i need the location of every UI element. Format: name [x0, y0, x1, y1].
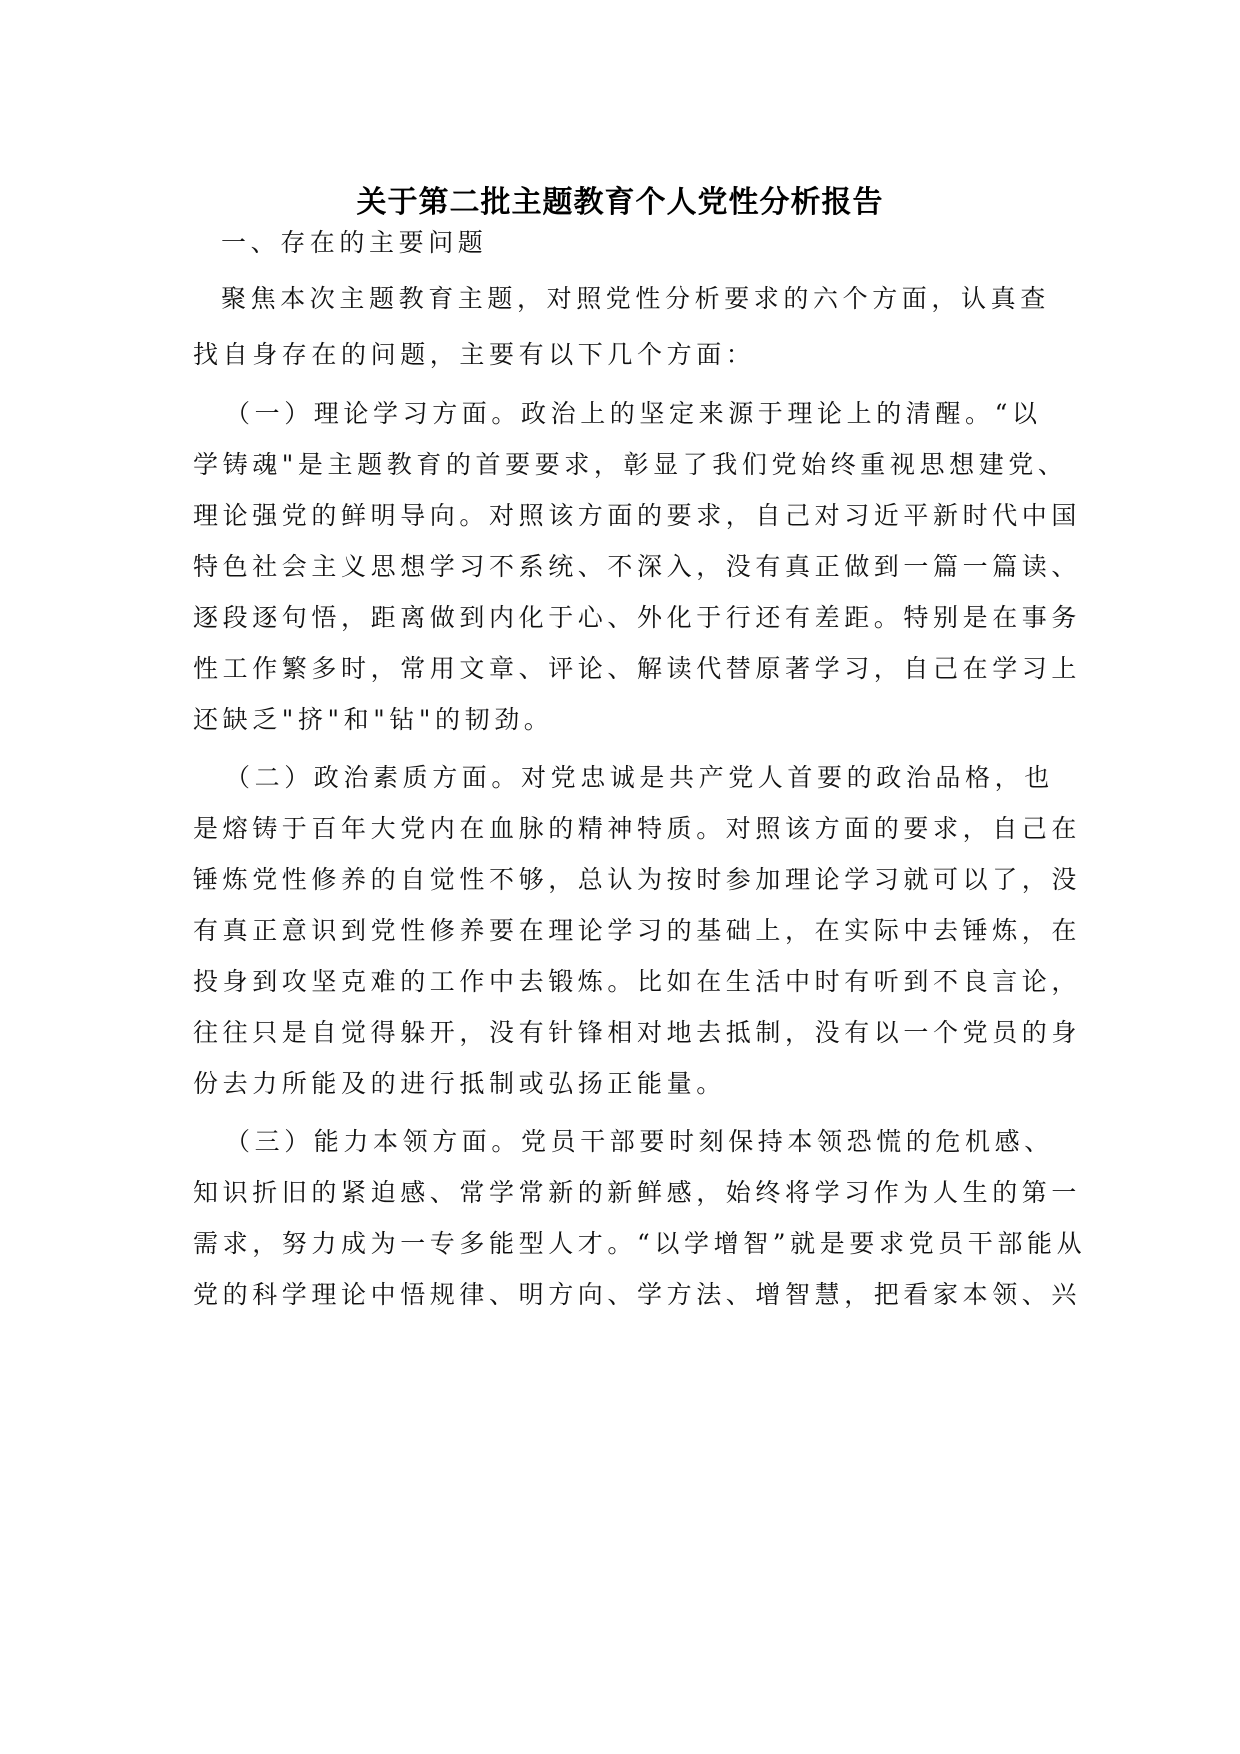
item2-line-2: 是熔铸于百年大党内在血脉的精神特质。对照该方面的要求，自己在	[193, 814, 1082, 843]
item3-line-1: （三）能力本领方面。党员干部要时刻保持本领恐慌的危机感、	[225, 1127, 1054, 1156]
item1-line-2: 学铸魂"是主题教育的首要要求，彰显了我们党始终重视思想建党、	[193, 450, 1068, 479]
item1-line-5: 逐段逐句悟，距离做到内化于心、外化于行还有差距。特别是在事务	[193, 603, 1082, 632]
intro-line-1: 聚焦本次主题教育主题，对照党性分析要求的六个方面，认真查	[221, 284, 1050, 313]
item3-line-3: 需求，努力成为一专多能型人才。“以学增智”就是要求党员干部能从	[193, 1229, 1087, 1258]
item1-line-4: 特色社会主义思想学习不系统、不深入，没有真正做到一篇一篇读、	[193, 552, 1082, 581]
item3-line-2: 知识折旧的紧迫感、常学常新的新鲜感，始终将学习作为人生的第一	[193, 1178, 1082, 1207]
document-title: 关于第二批主题教育个人党性分析报告	[356, 185, 884, 220]
item1-line-3: 理论强党的鲜明导向。对照该方面的要求，自己对习近平新时代中国	[193, 501, 1082, 530]
section-heading: 一、存在的主要问题	[221, 228, 488, 257]
item2-line-7: 份去力所能及的进行抵制或弘扬正能量。	[193, 1069, 726, 1098]
item1-line-7: 还缺乏"挤"和"钻"的韧劲。	[193, 705, 554, 734]
item2-line-6: 往往只是自觉得躲开，没有针锋相对地去抵制，没有以一个党员的身	[193, 1018, 1082, 1047]
item2-line-1: （二）政治素质方面。对党忠诚是共产党人首要的政治品格，也	[225, 763, 1054, 792]
intro-line-2: 找自身存在的问题，主要有以下几个方面：	[193, 340, 756, 369]
item1-line-6: 性工作繁多时，常用文章、评论、解读代替原著学习，自己在学习上	[193, 654, 1082, 683]
item2-line-5: 投身到攻坚克难的工作中去锻炼。比如在生活中时有听到不良言论，	[193, 967, 1082, 996]
item2-line-4: 有真正意识到党性修养要在理论学习的基础上，在实际中去锤炼，在	[193, 916, 1082, 945]
item3-line-4: 党的科学理论中悟规律、明方向、学方法、增智慧，把看家本领、兴	[193, 1280, 1082, 1309]
item2-line-3: 锤炼党性修养的自觉性不够，总认为按时参加理论学习就可以了，没	[193, 865, 1082, 894]
item1-line-1: （一）理论学习方面。政治上的坚定来源于理论上的清醒。“以	[225, 399, 1042, 428]
